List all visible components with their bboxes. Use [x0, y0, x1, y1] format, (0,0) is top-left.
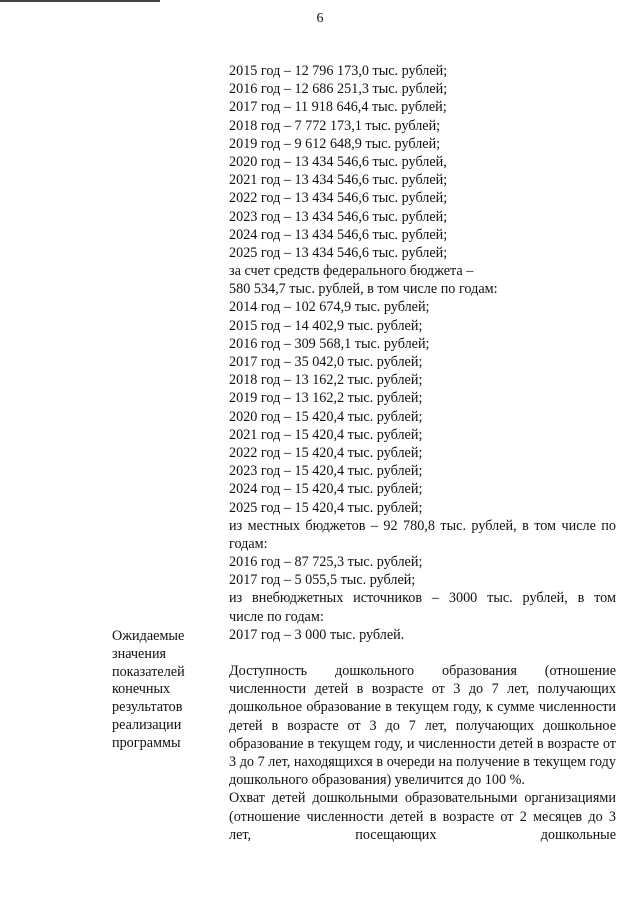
label-line: Ожидаемые	[112, 628, 185, 644]
extrabudget-line: из внебюджетных источников – 3000 тыс. рублей, в том	[229, 590, 616, 607]
expected-results-label	[112, 628, 217, 753]
regional-year-line: 2025 год – 13 434 546,6 тыс. рублей;	[229, 244, 448, 261]
federal-year-line: 2022 год – 15 420,4 тыс. рублей;	[229, 444, 423, 461]
regional-year-line: 2015 год – 12 796 173,0 тыс. рублей;	[229, 63, 448, 79]
expected-result-paragraph: Охват детей дошкольными образовательными организациями (отношение численности детей в возрасте от 2 месяцев до 3 лет, посещающих дошкольные	[229, 790, 616, 843]
page-number: 6	[316, 11, 324, 26]
regional-year-line: 2024 год – 13 434 546,6 тыс. рублей;	[229, 226, 448, 243]
label-line: значения	[112, 645, 167, 662]
program-details-column	[229, 62, 616, 844]
federal-year-line: 2020 год – 15 420,4 тыс. рублей;	[229, 408, 423, 425]
regional-year-line: 2021 год – 13 434 546,6 тыс. рублей;	[229, 172, 448, 189]
local-budget-line: годам:	[229, 535, 268, 552]
regional-year-line: 2018 год – 7 772 173,1 тыс. рублей;	[229, 117, 441, 134]
federal-year-line: 2017 год – 35 042,0 тыс. рублей;	[229, 354, 423, 370]
local-year-line: 2016 год – 87 725,3 тыс. рублей;	[229, 554, 423, 571]
extrabudget-year-line: 2017 год – 3 000 тыс. рублей.	[229, 626, 405, 643]
federal-year-line: 2015 год – 14 402,9 тыс. рублей;	[229, 317, 423, 334]
federal-year-line: 2023 год – 15 420,4 тыс. рублей;	[229, 463, 423, 480]
local-year-line: 2017 год – 5 055,5 тыс. рублей;	[229, 572, 416, 589]
regional-year-line: 2019 год – 9 612 648,9 тыс. рублей;	[229, 135, 441, 152]
regional-years-list	[229, 62, 616, 262]
federal-heading: за счет средств федерального бюджета –	[229, 263, 474, 280]
label-line: программы	[112, 734, 181, 751]
regional-year-line: 2020 год – 13 434 546,6 тыс. рублей,	[229, 153, 447, 170]
federal-year-line: 2016 год – 309 568,1 тыс. рублей;	[229, 335, 430, 352]
federal-year-line: 2014 год – 102 674,9 тыс. рублей;	[229, 299, 430, 316]
label-line: реализации	[112, 716, 182, 733]
top-rule	[0, 0, 160, 2]
federal-year-line: 2024 год – 15 420,4 тыс. рублей;	[229, 481, 423, 498]
label-line: конечных	[112, 681, 171, 698]
expected-result-paragraph: Доступность дошкольного образования (отношение численности детей в возрасте от 3 до 7 лет, получающих дошкольное образование в текущем году, к сумме численности детей в возрасте от 3 до 7 лет, получающих дошкольное образование в текущем году, и численности детей в возрасте от 3 до 7 лет, находящихся в очереди на получение в текущем году дошкольного образования) увеличится до 100 %.	[229, 663, 616, 789]
label-line: показателей	[112, 663, 185, 680]
regional-year-line: 2017 год – 11 918 646,4 тыс. рублей;	[229, 99, 447, 116]
extrabudget-line: числе по годам:	[229, 608, 324, 625]
federal-years-list	[229, 298, 616, 516]
regional-year-line: 2022 год – 13 434 546,6 тыс. рублей;	[229, 190, 448, 207]
regional-year-line: 2023 год – 13 434 546,6 тыс. рублей;	[229, 208, 448, 225]
federal-total: 580 534,7 тыс. рублей, в том числе по годам:	[229, 281, 498, 298]
federal-year-line: 2021 год – 15 420,4 тыс. рублей;	[229, 426, 423, 443]
regional-year-line: 2016 год – 12 686 251,3 тыс. рублей;	[229, 81, 448, 98]
label-line: результатов	[112, 699, 183, 716]
federal-year-line: 2025 год – 15 420,4 тыс. рублей;	[229, 499, 423, 516]
federal-year-line: 2018 год – 13 162,2 тыс. рублей;	[229, 372, 423, 389]
federal-year-line: 2019 год – 13 162,2 тыс. рублей;	[229, 390, 423, 407]
local-budget-line: из местных бюджетов – 92 780,8 тыс. рублей, в том числе по	[229, 517, 616, 534]
